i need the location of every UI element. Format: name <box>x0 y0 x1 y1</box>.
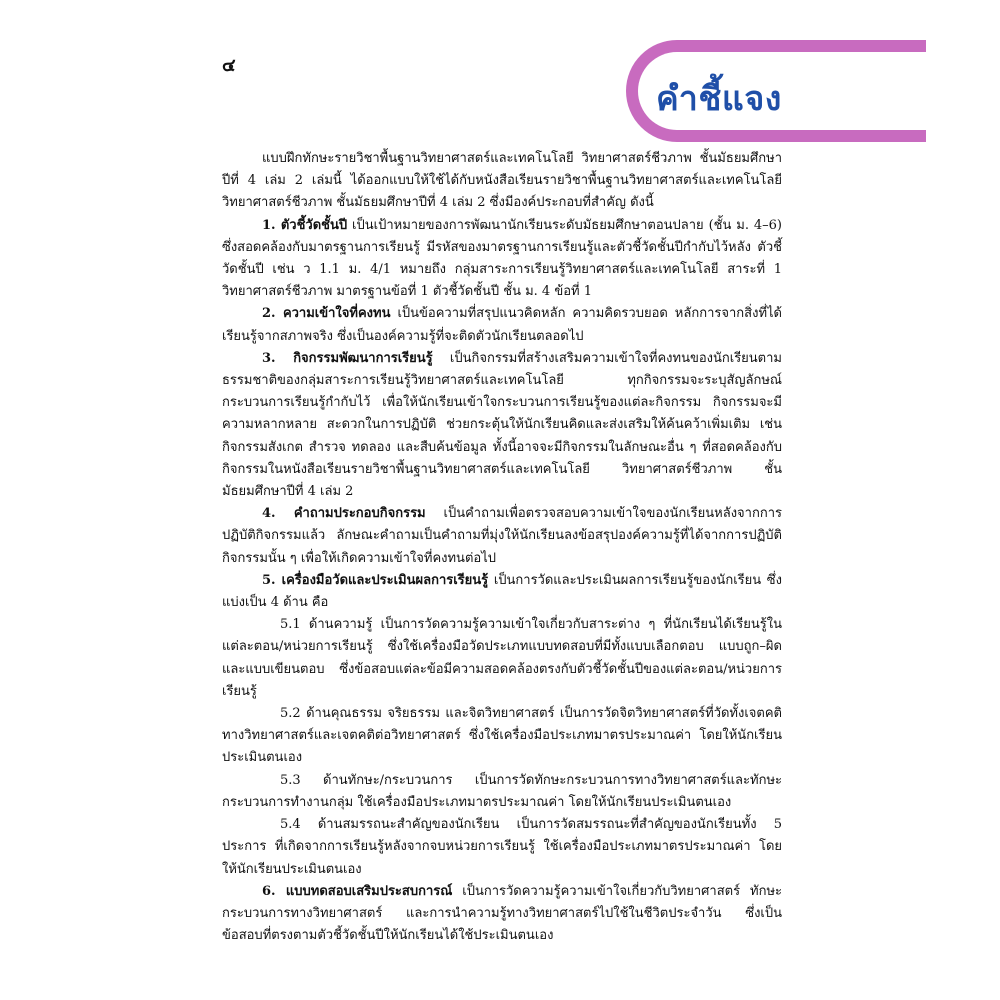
item-5 <box>222 570 782 614</box>
subitem-5-3: 5.3 ด้านทักษะ/กระบวนการ เป็นการวัดทักษะกระบวนการทางวิทยาศาสตร์และทักษะกระบวนการทำงานกลุ่ม ใช้เครื่องมือประเภทมาตรประมาณค่า โดยให้นักเรียนประเมินตนเอง <box>222 772 782 810</box>
item-heading: 5. เครื่องมือวัดและประเมินผลการเรียนรู้ <box>262 572 489 588</box>
item-heading: 1. ตัวชี้วัดชั้นปี <box>262 217 348 233</box>
item-6 <box>222 881 782 948</box>
item-4 <box>222 503 782 570</box>
body-text <box>222 148 782 947</box>
item-text: เป็นการวัดและประเมินผลการเรียนรู้ของนักเรียน ซึ่งแบ่งเป็น 4 ด้าน คือ <box>222 572 782 611</box>
item-text: เป็นเป้าหมายของการพัฒนานักเรียนระดับมัธยมศึกษาตอนปลาย (ชั้น ม. 4–6) ซึ่งสอดคล้องกับมาตรฐานการเรียนรู้ มีรหัสของมาตรฐานการเรียนรู้และตัวชี้วัดชั้นปีกำกับไว้หลัง ตัวชี้วัดชั้นปี เช่น ว 1.1 ม. 4/1 หมายถึง กลุ่มสาระการเรียนรู้วิทยาศาสตร์และเทคโนโลยี สาระที่ 1 วิทยาศาสตร์ชีวภาพ มาตรฐานข้อที่ 1 ตัวชี้วัดชั้นปี ชั้น ม. 4 ข้อที่ 1 <box>222 217 782 300</box>
item-heading: 4. คำถามประกอบกิจกรรม <box>262 506 426 522</box>
item-3 <box>222 348 782 503</box>
subitem-5-4: 5.4 ด้านสมรรถนะสำคัญของนักเรียน เป็นการวัดสมรรถนะที่สำคัญของนักเรียนทั้ง 5 ประการ ที่เกิดจากการเรียนรู้หลังจากจบหน่วยการเรียนรู้ ใช้เครื่องมือประเภทมาตรประมาณค่า โดยให้นักเรียนประเมินตนเอง <box>222 817 782 877</box>
item-text: เป็นกิจกรรมที่สร้างเสริมความเข้าใจที่คงทนของนักเรียนตามธรรมชาติของกลุ่มสาระการเรียนรู้วิทยาศาสตร์และเทคโนโลยี ทุกกิจกรรมจะระบุสัญลักษณ์กระบวนการเรียนรู้กำกับไว้ เพื่อให้นักเรียนเข้าใจกระบวนการเรียนรู้ของแต่ละกิจกรรม กิจกรรมจะมีความหลากหลาย สะดวกในการปฏิบัติ ช่วยกระตุ้นให้นักเรียนคิดและส่งเสริมให้ค้นคว้าเพิ่มเติม เช่น กิจกรรมสังเกต สำรวจ ทดลอง และสืบค้นข้อมูล ทั้งนี้อาจจะมีกิจกรรมในลักษณะอื่น ๆ ที่สอดคล้องกับกิจกรรมในหนังสือเรียนรายวิชาพื้นฐานวิทยาศาสตร์และเทคโนโลยี วิทยาศาสตร์ชีวภาพ ชั้นมัธยมศึกษาปีที่ 4 เล่ม 2 <box>222 350 782 500</box>
item-heading: 2. ความเข้าใจที่คงทน <box>262 306 391 322</box>
subitem-5-2: 5.2 ด้านคุณธรรม จริยธรรม และจิตวิทยาศาสตร์ เป็นการวัดจิตวิทยาศาสตร์ที่วัดทั้งเจตคติทางวิทยาศาสตร์และเจตคติต่อวิทยาศาสตร์ ซึ่งใช้เครื่องมือประเภทมาตรประมาณค่า โดยให้นักเรียนประเมินตนเอง <box>222 706 782 766</box>
item-text: เป็นข้อความที่สรุปแนวคิดหลัก ความคิดรวบยอด หลักการจากสิ่งที่ได้เรียนรู้จากสภาพจริง ซึ่งเป็นองค์ความรู้ที่จะติดตัวนักเรียนตลอดไป <box>222 306 782 344</box>
item-text: เป็นการวัดความรู้ความเข้าใจเกี่ยวกับวิทยาศาสตร์ ทักษะกระบวนการทางวิทยาศาสตร์ และการนำความรู้ทางวิทยาศาสตร์ไปใช้ในชีวิตประจำวัน ซึ่งเป็นข้อสอบที่ตรงตามตัวชี้วัดชั้นปีให้นักเรียนได้ใช้ประเมินตนเอง <box>222 883 782 944</box>
item-1 <box>222 215 782 304</box>
intro-paragraph: แบบฝึกทักษะรายวิชาพื้นฐานวิทยาศาสตร์และเทคโนโลยี วิทยาศาสตร์ชีวภาพ ชั้นมัธยมศึกษาปีที่ 4 เล่ม 2 เล่มนี้ ได้ออกแบบให้ใช้ได้กับหนังสือเรียนรายวิชาพื้นฐานวิทยาศาสตร์และเทคโนโลยี วิทยาศาสตร์ชีวภาพ ชั้นมัธยมศึกษาปีที่ 4 เล่ม 2 ซึ่งมีองค์ประกอบที่สำคัญ ดังนี้ <box>222 151 782 211</box>
item-heading: 3. กิจกรรมพัฒนาการเรียนรู้ <box>262 350 433 366</box>
item-2 <box>222 303 782 347</box>
item-text: เป็นคำถามเพื่อตรวจสอบความเข้าใจของนักเรียนหลังจากการปฏิบัติกิจกรรมแล้ว ลักษณะคำถามเป็นคำถามที่มุ่งให้นักเรียนลงข้อสรุปองค์ความรู้ที่ได้จากการปฏิบัติกิจกรรมนั้น ๆ เพื่อให้เกิดความเข้าใจที่คงทนต่อไป <box>222 506 782 566</box>
subitem-5-1: 5.1 ด้านความรู้ เป็นการวัดความรู้ความเข้าใจเกี่ยวกับสาระต่าง ๆ ที่นักเรียนได้เรียนรู้ในแต่ละตอน/หน่วยการเรียนรู้ ซึ่งใช้เครื่องมือวัดประเภทแบบทดสอบที่มีทั้งแบบเลือกตอบ แบบถูก–ผิด และแบบเขียนตอบ ซึ่งข้อสอบแต่ละข้อมีความสอดคล้องตรงกับตัวชี้วัดชั้นปีของแต่ละตอน/หน่วยการเรียนรู้ <box>222 617 782 699</box>
page-number: ๔ <box>222 55 236 76</box>
page-title: คำชี้แจง <box>656 79 782 119</box>
title-banner <box>620 40 788 142</box>
item-heading: 6. แบบทดสอบเสริมประสบการณ์ <box>262 883 453 899</box>
